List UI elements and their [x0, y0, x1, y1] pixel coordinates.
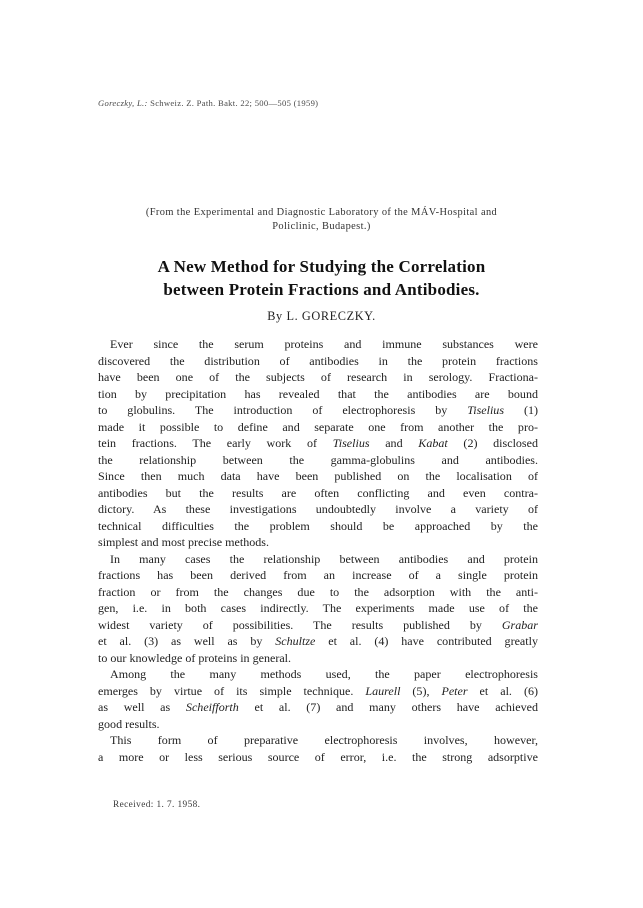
cited-author: Grabar	[501, 617, 538, 632]
text-line: good results.	[98, 716, 160, 731]
received-date: Received: 1. 7. 1958.	[113, 800, 201, 810]
text-line: technical difficulties the problem should be approached by the	[98, 518, 538, 533]
text-line: fractions has been derived from an increase of a single protein	[98, 568, 538, 582]
cited-author: Tiselius	[332, 436, 370, 450]
text-line: to our knowledge of proteins in general.	[98, 650, 292, 665]
text-line: gen, i.e. in both cases indirectly. The experiments made use of the	[98, 601, 538, 615]
cited-author: Kabat	[418, 436, 448, 450]
cited-author: Schultze	[275, 634, 316, 648]
cited-author: Tiselius	[467, 403, 505, 417]
text-line: have been one of the subjects of research in serology. Fractiona-	[98, 370, 538, 384]
text-line: discovered the distribution of antibodies in the protein fractions	[98, 353, 538, 368]
cited-author: Scheifforth	[185, 700, 239, 714]
citation-journal: Schweiz. Z. Path. Bakt. 22; 500—505 (1959)	[150, 98, 319, 108]
text-line: tion by precipitation has revealed that the antibodies are bound	[98, 386, 538, 401]
text-line: et al. (3) as well as by Schultze et al. (4) have contributed greatly	[98, 634, 538, 648]
text-line: simplest and most precise methods.	[98, 535, 269, 549]
text-line: In many cases the relationship between antibodies and protein	[110, 551, 538, 566]
article-title	[80, 255, 563, 301]
citation-authors: Goreczky, L.:	[98, 98, 148, 108]
text-line: to globulins. The introduction of electrophoresis by Tiselius (1)	[98, 403, 538, 417]
text-line: emerges by virtue of its simple technique. Laurell (5), Peter et al. (6)	[98, 683, 538, 698]
title-line: A New Method for Studying the Correlation	[157, 257, 486, 276]
text-line: the relationship between the gamma-globulins and antibodies.	[98, 452, 538, 467]
cited-author: Laurell	[365, 683, 401, 698]
affiliation	[80, 206, 563, 234]
text-line: made it possible to define and separate one from another the pro-	[98, 419, 538, 434]
author-byline: By L. GORECZKY.	[267, 309, 376, 323]
text-line: antibodies but the results are often conflicting and even contra-	[98, 485, 538, 500]
text-line: as well as Scheifforth et al. (7) and many others have achieved	[98, 700, 538, 714]
affiliation-line: (From the Experimental and Diagnostic Laboratory of the MÁV-Hospital and	[145, 207, 498, 218]
citation-line	[98, 98, 318, 108]
text-line: fraction or from the changes due to the adsorption with the anti-	[98, 584, 538, 599]
article-body	[98, 336, 538, 765]
text-line: Ever since the serum proteins and immune substances were	[110, 337, 538, 351]
text-line: dictory. As these investigations undoubtedly involve a variety of	[98, 502, 538, 516]
cited-author: Peter	[441, 683, 468, 698]
text-line: Since then much data have been published on the localisation of	[98, 469, 538, 483]
affiliation-line: Policlinic, Budapest.)	[272, 221, 371, 232]
title-line: between Protein Fractions and Antibodies.	[163, 280, 480, 299]
text-line: Among the many methods used, the paper electrophoresis	[110, 667, 538, 681]
text-line: a more or less serious source of error, i.e. the strong adsorptive	[98, 749, 538, 764]
text-line: tein fractions. The early work of Tiselius and Kabat (2) disclosed	[98, 436, 538, 450]
text-line: This form of preparative electrophoresis involves, however,	[110, 733, 538, 747]
text-line: widest variety of possibilities. The results published by Grabar	[98, 617, 538, 632]
